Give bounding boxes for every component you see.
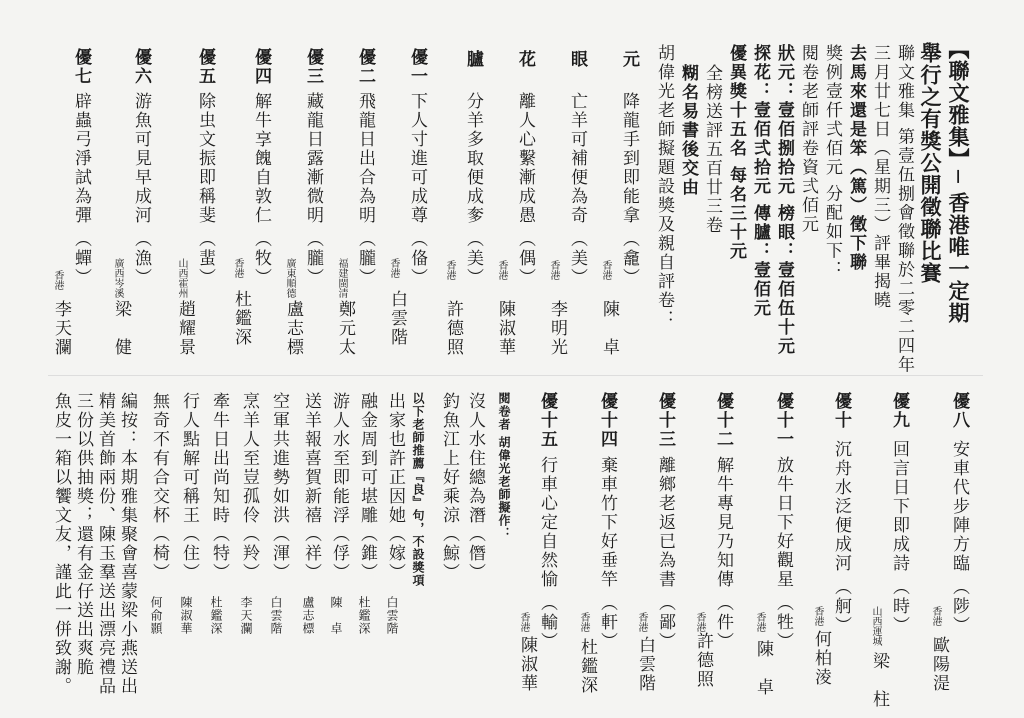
couplet-text: 離人心繫漸成愚 [515,92,535,225]
couplet-text: 下人寸進可成尊 [407,92,427,225]
couplet-char: （朧） [303,230,323,287]
intro-line: 全榜送評五百廿三卷 [702,64,722,235]
couplet-text: 降龍手到即能拿 [619,92,639,225]
couplet-text: 亡羊可補便為奇 [567,92,587,225]
author-name: 陳 卓 [599,300,619,357]
couplet-text: 沉舟水泛便成河 [831,440,851,573]
intro-line: 三月廿七日（星期三）評畢揭曉 [870,44,890,310]
intro-line: 狀元：壹佰捌拾元 榜眼：壹佰伍十元 [774,44,794,356]
intro-line: 去馬來還是笨（篤）徵下聯 [846,44,866,272]
region-label: 福建閩清 [336,258,347,298]
recommended-couplet: 行人點解可稱王（住） [179,392,199,582]
author-name: 許德照 [443,300,463,357]
recommended-couplet: 無奇不有合交杯（椅） [149,392,169,582]
rank-label: 優十 [831,392,851,430]
rank-label: 優六 [131,48,151,86]
intro-line: 聯文雅集 第壹伍捌會徵聯於二零二四年 [894,44,914,375]
recommended-author: 何俞顥 [149,596,163,635]
rank-label: 優十四 [597,392,617,449]
region-label: 香港 [812,606,823,626]
recommended-couplet: 送羊報喜賀新禧（祥） [301,392,321,582]
rank-label: 眼 [567,50,587,69]
couplet-text: 除虫文振即稱斐 [195,92,215,225]
couplet-text: 行車心定自然愉 [537,456,557,589]
couplet-text: 游魚可見早成河 [131,92,151,225]
rank-label: 優三 [303,48,323,86]
author-name: 何柏淩 [811,630,831,687]
couplet-text: 解牛專見乃知傳 [713,456,733,589]
intro-line: 優異獎十五名 每名三十元 [726,44,746,261]
editor-note-line: 三份以供抽獎；還有金仔送出爽脆 [73,392,93,677]
recommended-author: 杜鑑深 [209,596,223,635]
couplet-text: 離鄉老返已為書 [655,456,675,589]
couplet-char: （偶） [515,230,535,287]
rank-label: 優十三 [655,392,675,449]
editor-note-line: 魚皮一箱以饗文友，謹此一併致謝。 [51,392,71,696]
region-label: 香港 [52,270,63,290]
rank-label: 優九 [889,392,909,430]
rank-label: 優七 [71,48,91,86]
editor-note-line: 編按：本期雅集聚會喜蒙梁小燕送出 [117,392,137,696]
region-label: 香港 [388,258,399,278]
author-name: 李天瀾 [51,300,71,357]
recommended-author: 白雲階 [269,596,283,635]
author-name: 梁 柱 [869,652,889,709]
recommended-couplet: 烹羊人至豈孤伶（羚） [239,392,259,582]
rank-label: 元 [619,50,639,69]
intro-line: 閱卷老師評卷資弍佰元 [798,44,818,234]
author-name: 李明光 [547,300,567,357]
rank-label: 優二 [355,48,375,86]
region-label: 香港 [930,606,941,626]
couplet-text: 回言日下即成詩 [889,440,909,573]
region-label: 香港 [636,612,647,632]
couplet-text: 飛龍日出合為明 [355,92,375,225]
page-title-line1: 【聯文雅集】─ 香港唯一定期 [946,38,971,324]
rank-label: 優十一 [773,392,793,449]
couplet-char: （朧） [355,230,375,287]
rank-label: 臚 [463,50,483,69]
intro-line: 獎例壹仟弍佰元 分配如下： [822,44,842,280]
couplet-char: （陟） [949,578,969,635]
recommended-author: 盧志標 [301,596,315,635]
couplet-text: 分羊多取便成奓 [463,92,483,225]
region-label: 山西霍州 [176,258,187,298]
author-name: 鄭元太 [335,300,355,357]
couplet-char: （蟬） [71,230,91,287]
page-title-line2: 舉行之有獎公開徵聯比賽 [918,42,943,284]
recommended-couplet: 牽牛日出尚知時（特） [209,392,229,582]
couplet-text: 藏龍日露漸微明 [303,92,323,225]
intro-line: 胡偉光老師擬題設獎及親自評卷： [654,44,674,329]
rank-label: 優四 [251,48,271,86]
couplet-char: （舸） [831,578,851,635]
couplet-char: （軒） [597,594,617,651]
region-label: 香港 [754,612,765,632]
author-name: 陳 卓 [753,640,773,697]
couplet-char: （蜚） [195,230,215,287]
couplet-char: （俻） [407,230,427,287]
recommended-couplet: 空軍共進勢如洪（渾） [269,392,289,582]
region-label: 香港 [444,260,455,280]
section-divider [48,375,983,376]
couplet-text: 安車代步陣方臨 [949,440,969,573]
rank-label: 優十五 [537,392,557,449]
rank-label: 優八 [949,392,969,430]
couplet-char: （時） [889,578,909,635]
region-label: 香港 [496,260,507,280]
rank-label: 優十二 [713,392,733,449]
couplet-text: 辟蟲弓淨試為彈 [71,92,91,225]
couplet-text: 棄車竹下好垂竿 [597,456,617,589]
author-name: 許德照 [693,632,713,689]
couplet-char: （牧） [251,230,271,287]
couplet-char: （鄙） [655,594,675,651]
region-label: 廣東順德 [284,258,295,298]
couplet-text: 放牛日下好觀星 [773,456,793,589]
author-name: 陳淑華 [495,300,515,357]
recommend-header: 以下老師推薦『良』句，不設獎項 [411,392,425,587]
couplet-text: 解牛享餽自敦仁 [251,92,271,225]
region-label: 香港 [232,258,243,278]
couplet-char: （龕） [619,230,639,287]
region-label: 香港 [518,612,529,632]
judge-label: 閱卷者 胡偉光老師擬作： [497,392,511,541]
author-name: 趙耀景 [175,300,195,357]
author-name: 杜鑑深 [577,638,597,695]
recommended-author: 陳淑華 [179,596,193,635]
judge-line: 沒人水住總為潛（僭） [465,392,485,582]
editor-note-line: 精美首飾兩份、陳玉羣送出漂亮禮品 [95,392,115,696]
author-name: 梁 健 [111,300,131,357]
intro-line: 糊名易書後交由 [678,64,698,197]
rank-label: 優五 [195,48,215,86]
intro-line: 探花：壹佰弍拾元 傳臚：壹佰元 [750,44,770,318]
couplet-char: （美） [463,230,483,287]
recommended-author: 李天瀾 [239,596,253,635]
region-label: 香港 [548,260,559,280]
region-label: 香港 [694,612,705,632]
region-label: 廣西岑溪 [112,258,123,298]
recommended-author: 陳 卓 [329,596,343,635]
recommended-author: 白雲階 [385,596,399,635]
author-name: 杜鑑深 [231,290,251,347]
rank-label: 優一 [407,48,427,86]
couplet-char: （牲） [773,594,793,651]
author-name: 白雲階 [635,636,655,693]
recommended-couplet: 融金周到可堪雕（錐） [357,392,377,582]
author-name: 盧志標 [283,300,303,357]
couplet-char: （漁） [131,230,151,287]
recommended-couplet: 出家也許正因她（嫁） [385,392,405,582]
recommended-couplet: 游人水至即能浮（俘） [329,392,349,582]
region-label: 香港 [578,612,589,632]
couplet-char: （輸） [537,594,557,651]
judge-line: 釣魚江上好乘涼（鯨） [439,392,459,582]
region-label: 香港 [600,260,611,280]
author-name: 歐陽湜 [929,636,949,693]
author-name: 陳淑華 [517,636,537,693]
region-label: 山西運城 [870,606,881,646]
couplet-char: （美） [567,230,587,287]
rank-label: 花 [515,50,535,69]
author-name: 白雲階 [387,290,407,347]
recommended-author: 杜鑑深 [357,596,371,635]
couplet-char: （件） [713,594,733,651]
